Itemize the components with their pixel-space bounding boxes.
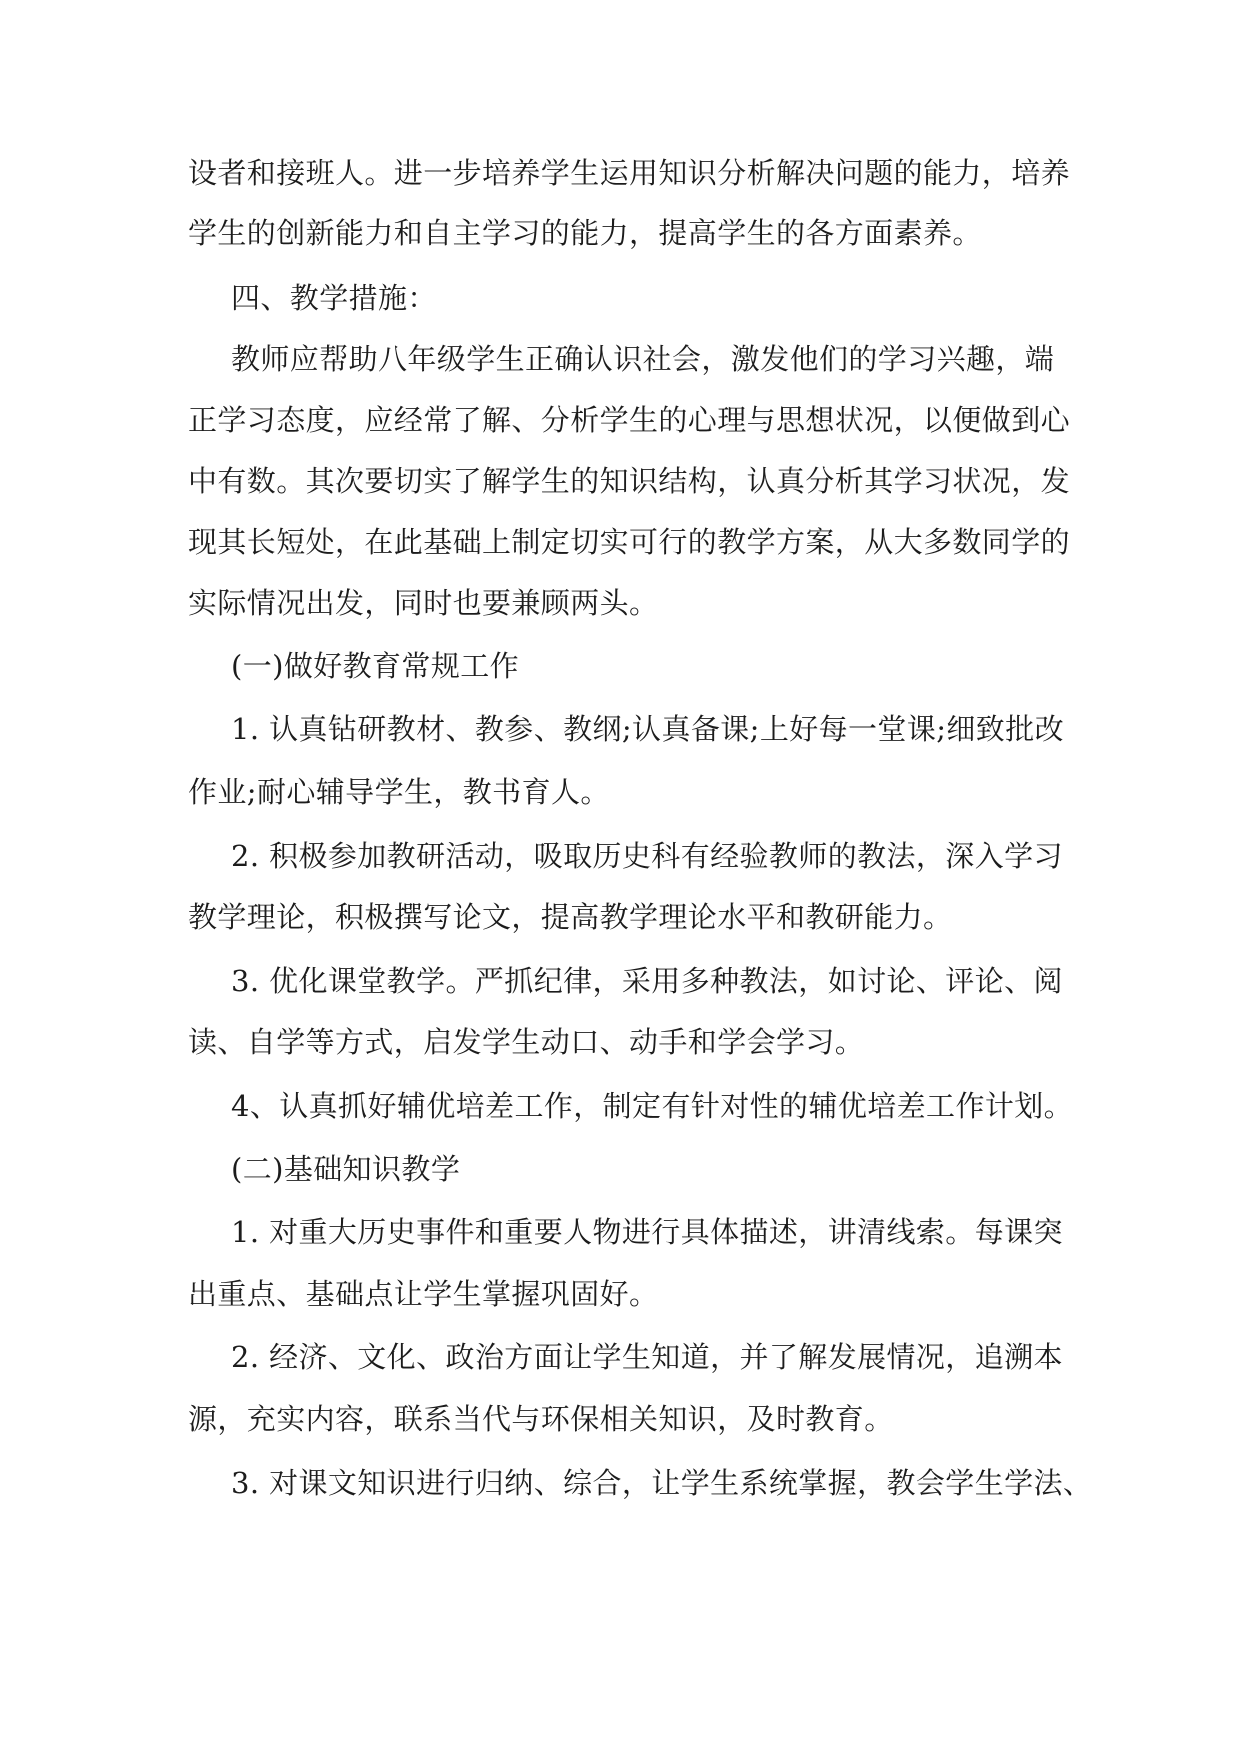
subsection-heading: (二)基础知识教学: [231, 1152, 461, 1186]
text-line: 教师应帮助八年级学生正确认识社会，激发他们的学习兴趣，端: [231, 342, 1055, 376]
text-line: 3. 对课文知识进行归纳、综合，让学生系统掌握，教会学生学法、: [231, 1466, 1093, 1500]
text-line: 现其长短处，在此基础上制定切实可行的教学方案，从大多数同学的: [188, 525, 1071, 559]
text-line: 源，充实内容，联系当代与环保相关知识，及时教育。: [188, 1402, 894, 1436]
text-line: 正学习态度，应经常了解、分析学生的心理与思想状况，以便做到心: [188, 403, 1071, 437]
text-line: 教学理论，积极撰写论文，提高教学理论水平和教研能力。: [188, 900, 953, 934]
text-line: 读、自学等方式，启发学生动口、动手和学会学习。: [188, 1025, 865, 1059]
text-line: 4、认真抓好辅优培差工作，制定有针对性的辅优培差工作计划。: [231, 1089, 1074, 1123]
text-line: 设者和接班人。进一步培养学生运用知识分析解决问题的能力，培养: [188, 156, 1071, 190]
text-line: 作业;耐心辅导学生，教书育人。: [188, 775, 610, 809]
text-line: 中有数。其次要切实了解学生的知识结构，认真分析其学习状况，发: [188, 464, 1071, 498]
text-line: 2. 积极参加教研活动，吸取历史科有经验教师的教法，深入学习: [231, 839, 1063, 873]
section-heading: 四、教学措施：: [231, 281, 437, 315]
text-line: 学生的创新能力和自主学习的能力，提高学生的各方面素养。: [188, 216, 982, 250]
text-line: 1. 认真钻研教材、教参、教纲;认真备课;上好每一堂课;细致批改: [231, 712, 1064, 746]
text-line: 3. 优化课堂教学。严抓纪律，采用多种教法，如讨论、评论、阅: [231, 964, 1063, 998]
text-line: 2. 经济、文化、政治方面让学生知道，并了解发展情况，追溯本: [231, 1340, 1063, 1374]
subsection-heading: (一)做好教育常规工作: [231, 649, 520, 683]
text-line: 出重点、基础点让学生掌握巩固好。: [188, 1277, 659, 1311]
text-line: 实际情况出发，同时也要兼顾两头。: [188, 586, 659, 620]
text-line: 1. 对重大历史事件和重要人物进行具体描述，讲清线索。每课突: [231, 1215, 1063, 1249]
